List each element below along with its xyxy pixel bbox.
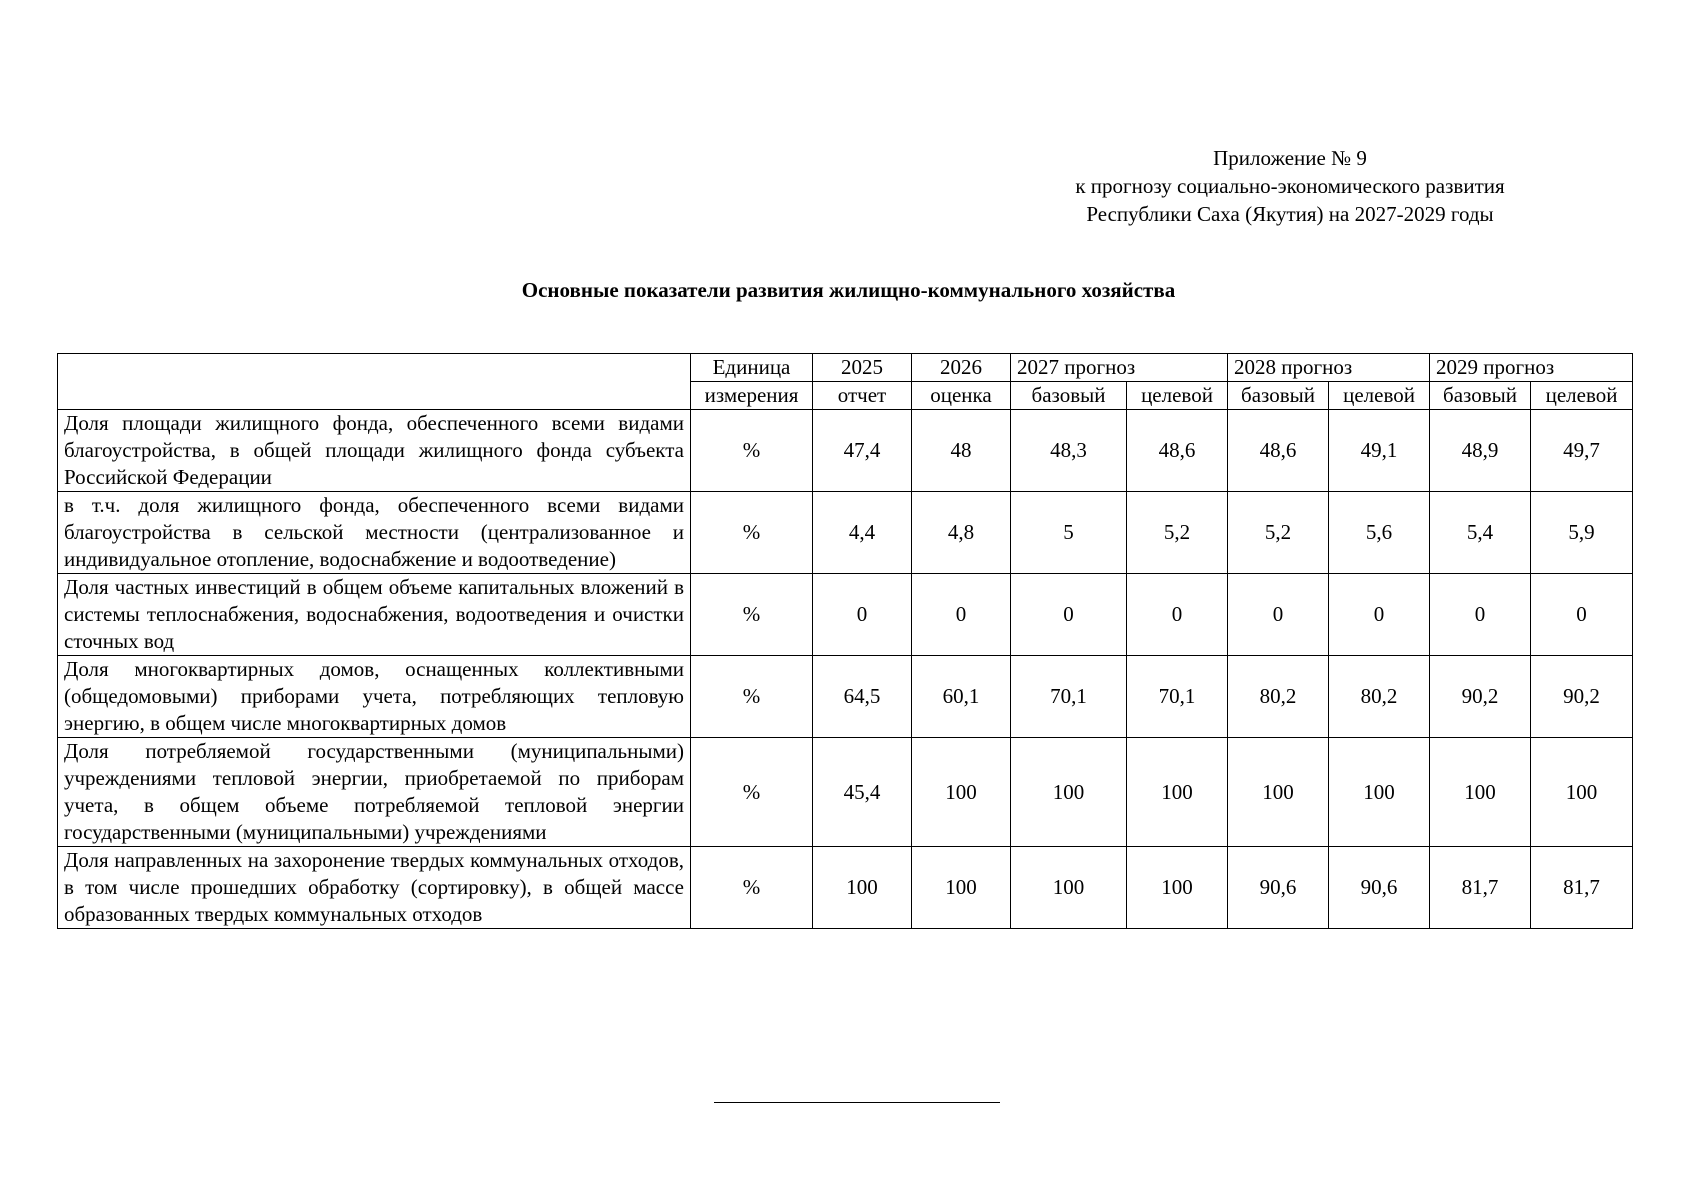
table-row [58,492,1633,574]
end-separator-line [714,1102,1000,1103]
value-cell: 0 [1531,574,1633,656]
value-cell: 100 [1430,738,1531,847]
value-cell: 49,7 [1531,410,1633,492]
value-cell: 80,2 [1228,656,1329,738]
indicator-label: Доля многоквартирных домов, оснащенных коллективными (общедомовыми) приборами учета, потребляющих тепловую энергию, в общем числе многоквартирных домов [58,656,691,738]
value-cell: 60,1 [912,656,1011,738]
forecast-2029-header: 2029 прогноз [1430,354,1633,382]
indicator-column-header [58,354,691,410]
unit-cell: % [691,738,813,847]
base-2027-header: базовый [1011,382,1127,410]
forecast-2028-header: 2028 прогноз [1228,354,1430,382]
value-cell: 5,4 [1430,492,1531,574]
value-cell: 81,7 [1531,847,1633,929]
value-cell: 90,2 [1531,656,1633,738]
appendix-region-years: Республики Саха (Якутия) на 2027-2029 годы [1086,202,1494,226]
value-cell: 90,6 [1228,847,1329,929]
table-row [58,656,1633,738]
appendix-number: Приложение № 9 [1213,146,1367,170]
unit-header-line2: измерения [691,382,813,410]
indicator-label: Доля направленных на захоронение твердых коммунальных отходов, в том числе прошедших обработку (сортировку), в общей массе образованных твердых коммунальных отходов [58,847,691,929]
value-cell: 0 [1329,574,1430,656]
value-cell: 100 [1011,847,1127,929]
value-cell: 5,2 [1228,492,1329,574]
base-2029-header: базовый [1430,382,1531,410]
value-cell: 100 [813,847,912,929]
value-cell: 70,1 [1011,656,1127,738]
value-cell: 0 [1127,574,1228,656]
value-cell: 5 [1011,492,1127,574]
value-cell: 45,4 [813,738,912,847]
target-2028-header: целевой [1329,382,1430,410]
value-cell: 100 [1329,738,1430,847]
unit-cell: % [691,574,813,656]
table-row [58,847,1633,929]
indicator-label: Доля площади жилищного фонда, обеспеченного всеми видами благоустройства, в общей площади жилищного фонда субъекта Российской Федерации [58,410,691,492]
year-2025-subheader: отчет [813,382,912,410]
value-cell: 81,7 [1430,847,1531,929]
year-2026-header: 2026 [912,354,1011,382]
value-cell: 90,6 [1329,847,1430,929]
unit-header-line1: Единица [691,354,813,382]
value-cell: 48,3 [1011,410,1127,492]
indicator-label: Доля потребляемой государственными (муниципальными) учреждениями тепловой энергии, приобретаемой по приборам учета, в общем объеме потребляемой тепловой энергии государственными (муниципальными) учреждениями [58,738,691,847]
value-cell: 100 [1011,738,1127,847]
year-2025-header: 2025 [813,354,912,382]
value-cell: 48 [912,410,1011,492]
table-row [58,738,1633,847]
value-cell: 100 [1531,738,1633,847]
value-cell: 0 [1011,574,1127,656]
unit-cell: % [691,410,813,492]
indicator-label: в т.ч. доля жилищного фонда, обеспеченного всеми видами благоустройства в сельской местности (централизованное и индивидуальное отопление, водоснабжение и водоотведение) [58,492,691,574]
value-cell: 90,2 [1430,656,1531,738]
value-cell: 0 [813,574,912,656]
value-cell: 47,4 [813,410,912,492]
value-cell: 48,9 [1430,410,1531,492]
forecast-2027-header: 2027 прогноз [1011,354,1228,382]
unit-cell: % [691,847,813,929]
year-2026-subheader: оценка [912,382,1011,410]
header-row-top [58,354,1633,382]
value-cell: 100 [1127,847,1228,929]
value-cell: 48,6 [1228,410,1329,492]
indicator-label: Доля частных инвестиций в общем объеме капитальных вложений в системы теплоснабжения, водоснабжения, водоотведения и очистки сточных вод [58,574,691,656]
target-2029-header: целевой [1531,382,1633,410]
value-cell: 70,1 [1127,656,1228,738]
value-cell: 5,2 [1127,492,1228,574]
table-row [58,410,1633,492]
value-cell: 5,6 [1329,492,1430,574]
value-cell: 48,6 [1127,410,1228,492]
value-cell: 5,9 [1531,492,1633,574]
unit-cell: % [691,492,813,574]
unit-cell: % [691,656,813,738]
base-2028-header: базовый [1228,382,1329,410]
value-cell: 64,5 [813,656,912,738]
value-cell: 100 [1228,738,1329,847]
value-cell: 0 [1228,574,1329,656]
appendix-note [900,144,1680,228]
value-cell: 100 [1127,738,1228,847]
value-cell: 0 [912,574,1011,656]
appendix-reference: к прогнозу социально-экономического развития [1075,174,1505,198]
value-cell: 4,4 [813,492,912,574]
value-cell: 80,2 [1329,656,1430,738]
value-cell: 100 [912,738,1011,847]
value-cell: 4,8 [912,492,1011,574]
target-2027-header: целевой [1127,382,1228,410]
table-row [58,574,1633,656]
value-cell: 0 [1430,574,1531,656]
document-title: Основные показатели развития жилищно-коммунального хозяйства [521,278,1176,302]
indicators-table [57,353,1633,929]
value-cell: 49,1 [1329,410,1430,492]
value-cell: 100 [912,847,1011,929]
